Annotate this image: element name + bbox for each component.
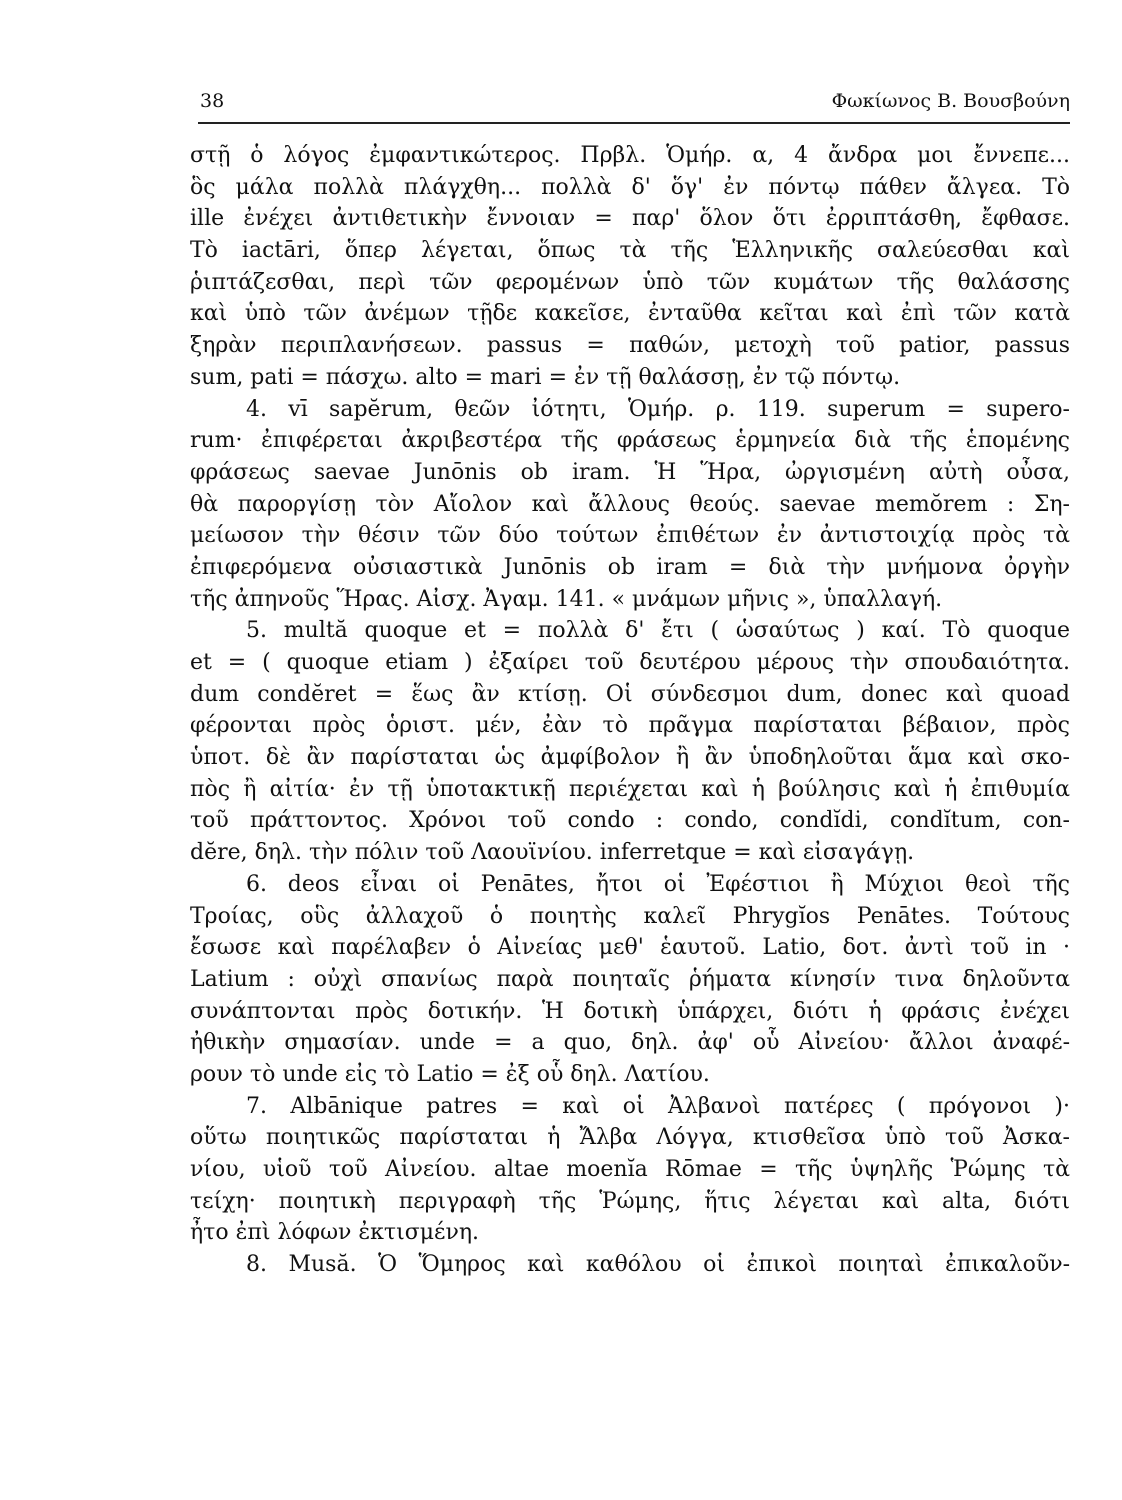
text-line: νίου, υἱοῦ τοῦ Αἰνείου. altae moenĭa Rōmae = τῆς ὑψηλῆς Ῥώμης τὰ [190, 1157, 1070, 1182]
text-line: τῆς ἀπηνοῦς Ἥρας. Αἰσχ. Ἀγαμ. 141. « μνάμων μῆνις », ὑπαλλαγή. [190, 586, 943, 612]
text-line: τείχη· ποιητικὴ περιγραφὴ τῆς Ῥώμης, ἥτις λέγεται καὶ alta, διότι [190, 1188, 1070, 1214]
text-line: ἠθικὴν σημασίαν. unde = a quo, δηλ. ἀφ' οὗ Αἰνείου· ἄλλοι ἀναφέ- [190, 1030, 1070, 1056]
text-line: πὸς ἢ αἰτία· ἐν τῇ ὑποτακτικῇ περιέχεται καὶ ἡ βούλησις καὶ ἡ ἐπιθυμία [190, 776, 1070, 802]
text-line: 8. Musă. Ὁ Ὅμηρος καὶ καθόλου οἱ ἐπικοὶ ποιηταὶ ἐπικαλοῦν- [246, 1252, 1070, 1278]
text-line: Τὸ iactāri, ὅπερ λέγεται, ὅπως τὰ τῆς Ἑλληνικῆς σαλεύεσθαι καὶ [190, 238, 1070, 264]
text-line: sum, pati = πάσχω. alto = mari = ἐν τῇ θαλάσσῃ, ἐν τῷ πόντῳ. [190, 364, 901, 390]
text-line: rum· ἐπιφέρεται ἀκριβεστέρα τῆς φράσεως ἑρμηνεία διὰ τῆς ἑπομένης [190, 428, 1070, 454]
text-line: 4. vī sapĕrum, θεῶν ἰότητι, Ὁμήρ. ρ. 119. superum = supero- [246, 396, 1070, 422]
text-line: καὶ ὑπὸ τῶν ἀνέμων τῇδε κακεῖσε, ἐνταῦθα κεῖται καὶ ἐπὶ τῶν κατὰ [190, 301, 1070, 327]
text-line: συνάπτονται πρὸς δοτικήν. Ἡ δοτικὴ ὑπάρχει, διότι ἡ φράσις ἐνέχει [190, 998, 1070, 1024]
text-line: 6. deos εἶναι οἱ Penātes, ἤτοι οἱ Ἐφέστιοι ἢ Μύχιοι θεοὶ τῆς [246, 871, 1070, 897]
text-line: φράσεως saevae Junōnis ob iram. Ἡ Ἥρα, ὠργισμένη αὐτὴ οὖσα, [190, 459, 1070, 485]
text-line: Latium : οὐχὶ σπανίως παρὰ ποιηταῖς ῥήματα κίνησίν τινα δηλοῦντα [190, 966, 1070, 992]
running-title: Φωκίωνος Β. Βουσβούνη [831, 90, 1070, 112]
body-text [190, 140, 1070, 1281]
text-line: ὃς μάλα πολλὰ πλάγχθη... πολλὰ δ' ὅγ' ἐν πόντῳ πάθεν ἄλγεα. Τὸ [190, 174, 1070, 200]
text-line: μείωσον τὴν θέσιν τῶν δύο τούτων ἐπιθέτων ἐν ἀντιστοιχίᾳ πρὸς τὰ [190, 523, 1070, 549]
text-line: οὕτω ποιητικῶς παρίσταται ἡ Ἄλβα Λόγγα, κτισθεῖσα ὑπὸ τοῦ Ἀσκα- [190, 1125, 1070, 1151]
text-line: dum condĕret = ἕως ἂν κτίσῃ. Οἱ σύνδεσμοι dum, donec καὶ quoad [190, 681, 1070, 707]
text-line: dĕre, δηλ. τὴν πόλιν τοῦ Λαουϊνίου. inferretque = καὶ εἰσαγάγῃ. [190, 840, 915, 866]
text-line: 5. multă quoque et = πολλὰ δ' ἔτι ( ὡσαύτως ) καί. Τὸ quoque [246, 618, 1070, 644]
text-line: ῥιπτάζεσθαι, περὶ τῶν φερομένων ὑπὸ τῶν κυμάτων τῆς θαλάσσης [190, 269, 1070, 295]
text-line: ρουν τὸ unde εἰς τὸ Latio = ἐξ οὗ δηλ. Λατίου. [190, 1061, 710, 1087]
text-line: ἐπιφερόμενα οὐσιαστικὰ Junōnis ob iram = διὰ τὴν μνήμονα ὀργὴν [190, 554, 1070, 580]
text-line: Τροίας, οὓς ἀλλαχοῦ ὁ ποιητὴς καλεῖ Phrygĭos Penātes. Τούτους [190, 903, 1070, 929]
text-line: et = ( quoque etiam ) ἐξαίρει τοῦ δευτέρου μέρους τὴν σπουδαιότητα. [190, 650, 1070, 675]
text-line: ἦτο ἐπὶ λόφων ἐκτισμένη. [190, 1220, 479, 1246]
page-number: 38 [200, 90, 225, 112]
text-line: ἔσωσε καὶ παρέλαβεν ὁ Αἰνείας μεθ' ἑαυτοῦ. Latio, δοτ. ἀντὶ τοῦ in · [190, 935, 1070, 961]
text-line: στῇ ὁ λόγος ἐμφαντικώτερος. Πρβλ. Ὁμήρ. α, 4 ἄνδρα μοι ἔννεπε... [190, 143, 1070, 168]
text-line: θὰ παροργίσῃ τὸν Αἴολον καὶ ἄλλους θεούς. saevae memŏrem : Ση- [190, 491, 1070, 517]
text-line: φέρονται πρὸς ὁριστ. μέν, ἐὰν τὸ πρᾶγμα παρίσταται βέβαιον, πρὸς [190, 713, 1070, 739]
text-line: ὑποτ. δὲ ἂν παρίσταται ὡς ἀμφίβολον ἢ ἂν ὑποδηλοῦται ἅμα καὶ σκο- [190, 745, 1070, 771]
text-line: ille ἐνέχει ἀντιθετικὴν ἔννοιαν = παρ' ὅλον ὅτι ἐρριπτάσθη, ἔφθασε. [190, 206, 1070, 232]
text-line: ξηρὰν περιπλανήσεων. passus = παθών, μετοχὴ τοῦ patior, passus [190, 333, 1070, 359]
page-header [198, 88, 1070, 124]
text-line: 7. Albānique patres = καὶ οἱ Ἀλβανοὶ πατέρες ( πρόγονοι )· [246, 1093, 1070, 1119]
text-line: τοῦ πράττοντος. Χρόνοι τοῦ condo : condo, condĭdi, condĭtum, con- [190, 808, 1070, 834]
